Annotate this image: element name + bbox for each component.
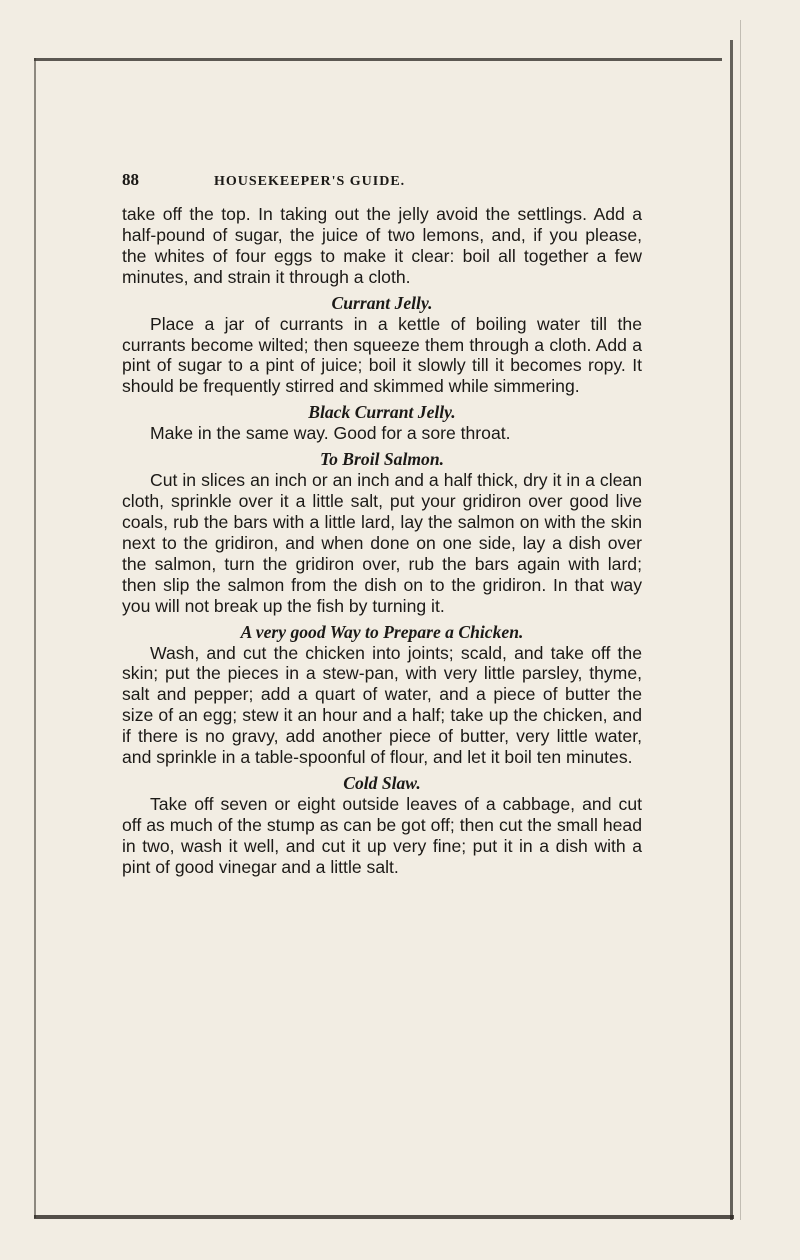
page-bottom-edge [34,1215,734,1219]
section-title-currant-jelly: Currant Jelly. [331,292,433,313]
intro-paragraph: take off the top. In taking out the jelly avoid the settlings. Add a half-pound of sugar, the juice of two lemons, and, if you please, the whites of four eggs to make it clear: boil all together a few minutes, and strain it through a cloth. [122,204,642,287]
page-number: 88 [122,170,139,189]
running-head: HOUSEKEEPER'S GUIDE. [214,174,406,189]
section-text-cold-slaw: Take off seven or eight outside leaves of a cabbage, and cut off as much of the stump as can be got off; then cut the small head in two, wash it well, and cut it up very fine; put it in a dish with a pint of good vinegar and a little salt. [122,793,642,877]
section-text-black-currant-jelly: Make in the same way. Good for a sore throat. [150,423,511,444]
page-top-edge [34,58,722,61]
book-block-edge [740,20,741,1220]
page-header [122,170,642,190]
page-right-edge [730,40,733,1220]
book-page [122,170,642,878]
section-title-cold-slaw: Cold Slaw. [343,772,421,793]
section-title-prepare-chicken: A very good Way to Prepare a Chicken. [240,621,524,642]
page-left-edge [34,58,36,1218]
section-text-currant-jelly: Place a jar of currants in a kettle of boiling water till the currants become wilted; then squeeze them through a cloth. Add a pint of sugar to a pint of juice; boil it slowly till it becomes ropy. It should be frequently stirred and skimmed while simmering. [122,313,642,397]
section-text-prepare-chicken: Wash, and cut the chicken into joints; scald, and take off the skin; put the pieces in a stew-pan, with very little parsley, thyme, salt and pepper; add a quart of water, and a piece of butter the size of an egg; stew it an hour and a half; take up the chicken, and if there is no gravy, add another piece of butter, very little water, and sprinkle in a table-spoonful of flour, and let it boil ten minutes. [122,642,642,768]
section-text-broil-salmon: Cut in slices an inch or an inch and a half thick, dry it in a clean cloth, sprinkle over it a little salt, put your gridiron over good live coals, rub the bars with a little lard, lay the salmon on with the skin next to the gridiron, and when done on one side, lay a dish over the salmon, turn the gridiron over, rub the bars again with lard; then slip the salmon from the dish on to the gridiron. In that way you will not break up the fish by turning it. [122,470,642,616]
section-title-black-currant-jelly: Black Currant Jelly. [308,402,456,423]
section-title-broil-salmon: To Broil Salmon. [319,449,444,470]
